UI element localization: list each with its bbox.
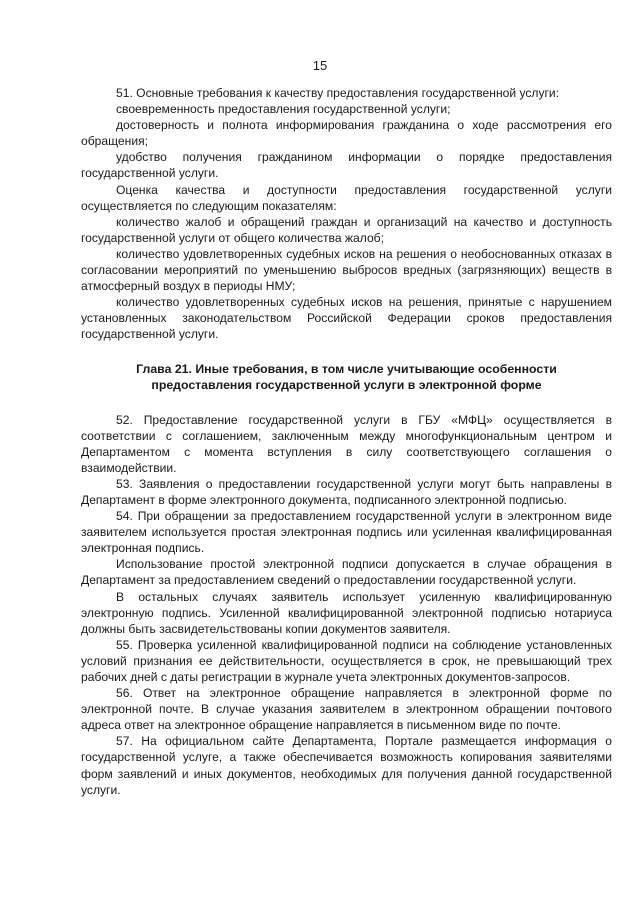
page-content (81, 85, 612, 798)
chapter-heading-line-2: предоставления государственной услуги в электронной форме (151, 377, 542, 392)
paragraph-timeliness: своевременность предоставления государственной услуги; (116, 102, 451, 117)
paragraph-55: 55. Проверка усиленной квалифицированной подписи на соблюдение установленных условий признания ее действительности, осуществляется в срок, не превышающий трех рабочих дней с даты регистрации в журнале учета электронных документов-запросов. (81, 637, 612, 684)
paragraph-51: 51. Основные требования к качеству предоставления государственной услуги: (116, 86, 560, 100)
page-number: 15 (312, 58, 328, 73)
chapter-21-body (81, 412, 612, 798)
chapter-21-heading (81, 361, 612, 393)
quality-requirements-section (81, 85, 612, 343)
paragraph-52: 52. Предоставление государственной услуги в ГБУ «МФЦ» осуществляется в соответствии с соглашением, заключенным между многофункциональным центром и Департаментом с момента вступления в силу соответствующего соглашения о взаимодействии. (81, 412, 612, 475)
paragraph-simple-signature: Использование простой электронной подписи допускается в случае обращения в Департамент за предоставлением сведений о предоставлении государственной услуги. (81, 557, 612, 588)
paragraph-lawsuits-deadlines: количество удовлетворенных судебных исков на решения, принятые с нарушением установленных законодательством Российской Федерации сроков предоставления государственной услуги. (81, 295, 612, 342)
paragraph-57: 57. На официальном сайте Департамента, Портале размещается информация о государственной услуге, а также обеспечивается возможность копирования заявителями форм заявлений и иных документов, необходимых для получения данной государственной услуги. (81, 734, 612, 797)
paragraph-lawsuits-refusals: количество удовлетворенных судебных исков на решения о необоснованных отказах в согласовании мероприятий по уменьшению выбросов вредных (загрязняющих) веществ в атмосферный воздух в периоды НМУ; (81, 246, 612, 294)
paragraph-reliability: достоверность и полнота информирования гражданина о ходе рассмотрения его обращения; (81, 118, 612, 149)
paragraph-assessment: Оценка качества и доступности предоставления государственной услуги осуществляется по следующим показателям: (81, 182, 612, 213)
chapter-heading-line-1: Глава 21. Иные требования, в том числе учитывающие особенности (136, 361, 557, 376)
paragraph-56: 56. Ответ на электронное обращение направляется в электронной форме по электронной почте. В случае указания заявителем в электронном обращении почтового адреса ответ на электронное обращение направляется в письменном виде по почте. (81, 686, 612, 733)
paragraph-convenience: удобство получения гражданином информации о порядке предоставления государственной услуги. (81, 150, 612, 181)
paragraph-54: 54. При обращении за предоставлением государственной услуги в электронном виде заявителем используется простая электронная подпись или усиленная квалифицированная электронная подпись. (81, 509, 612, 556)
paragraph-qualified-signature: В остальных случаях заявитель использует усиленную квалифицированную электронную подпись. Усиленной квалифицированной электронной подписью нотариуса должны быть засвидетельствованы копии документов заявителя. (81, 589, 612, 636)
paragraph-53: 53. Заявления о предоставлении государственной услуги могут быть направлены в Департамент в форме электронного документа, подписанного электронной подписью. (81, 476, 612, 507)
paragraph-complaints-count: количество жалоб и обращений граждан и организаций на качество и доступность государственной услуги от общего количества жалоб; (81, 214, 612, 245)
